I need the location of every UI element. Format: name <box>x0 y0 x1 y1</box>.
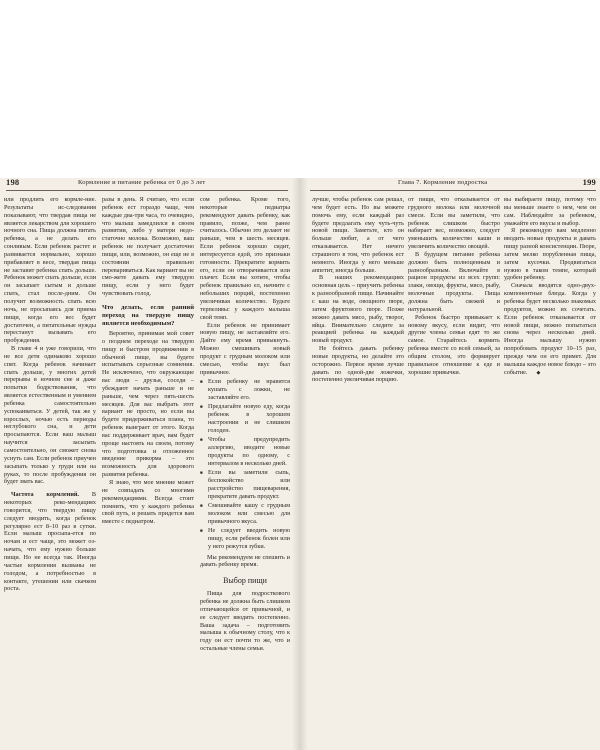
left-column-3 <box>200 196 290 653</box>
paragraph: или продлить его кормле-ние. Результаты ис-следования показывают, что твердая пища не является лекарством для хорошего ночного сна. Пища должна питать ребенка, а не делать его сонливым. Если ребенок растет и развивается нормально, хорошо прибавляет в весе, твердая пища не заставит ребенка спать дольше. Ребенок может спать дольше, если он засыпает сытым и дольше спать, стал после-дним. Он получит возможность спать всю ночь, не просыпаясь для приема пищи, когда его вес будет достаточен, а питательные нужды перестанут вызывать его пробуждения. <box>4 196 96 345</box>
paragraph: лучше, чтобы ребенок сам решал, чем будет есть. Но вы можете помочь ему, если каждый раз будете предлагать ему чуть-чуть новой пищи. Заметьте, кто он больше любит, а от чего отказывается. Нет ничего страшного в том, что ребенок ест немного. Иногда у него меньше аппетит, иногда больше. <box>312 196 404 274</box>
header-rule <box>6 190 288 191</box>
paragraph: В наших рекомендациях основная цель – приучить ребенка к разнообразной пище. Начинайте с каш на воде, овощного пюре, затем фруктового пюре. Позже можно давать мясо, рыбу, творог, яйца. Внимательно следите за реакцией ребенка на каждый новый продукт. <box>312 274 404 345</box>
paragraph <box>504 282 596 377</box>
paragraph: Ребенок быстро привыкает к новому вкусу, если видит, что другие члены семьи едят то же самое. Старайтесь кормить ребенка вместе со всей семьей, за общим столом, это формирует правильное отношение к еде и хорошие привычки. <box>408 313 500 376</box>
right-column-1 <box>312 196 404 384</box>
paragraph: Мы рекомендуем не спешить и давать ребенку время. <box>200 553 290 569</box>
paragraph: Если ребенок не принимает новую пищу, не заставляйте его. Дайте ему время привыкнуть. Можно смешивать новый продукт с грудным молоком или смесью, чтобы вкус был привычнее. <box>200 321 290 376</box>
paragraph: Пища для подросткового ребенка не должна быть слишком отличающейся от привычной, и ее следует вводить постепенно. Ваша задача – подготовить малыша к обычному столу, что к году он ест почти то же, что и остальные члены семьи. <box>200 590 290 653</box>
header-rule <box>310 190 596 191</box>
page-number: 198 <box>6 178 20 187</box>
section-heading: Что делать, если ранний переход на твердую пищу является необходимым? <box>102 303 194 327</box>
paragraph: Вероятно, принимая мой совет о позднем переходе на твердую пищу и быстром продвижении в обычной пище, вы будете испытывать серьезные сомнения. Не исключено, что окружающие вас люди – друзья, соседи – убеждают начать раньше и не раньше, чем через пять-шесть месяцев. Для вас выбрать этот вариант не просто, но если вы будете придерживаться плана, то ребенок выиграет от этого. Когда вас поддерживает врач, вам будет проще настоять на своем, потому что подготовка и отложенное введение прикорма – это возможность для здорового развития ребенка. <box>102 329 194 479</box>
paragraph: от пищи, что отказывается от грудного молока или молочной смеси. Если вы заметили, что ребенок слишком быстро набирает вес, возможно, следует уменьшить количество каши и увеличить количество овощей. <box>408 196 500 251</box>
right-column-3 <box>504 196 596 377</box>
run-in-heading: Частота кормлений. <box>11 491 80 499</box>
paragraph: Не бойтесь давать ребенку новые продукты, но делайте это осторожно. Первое время лучше давать по одной-две ложечки, постепенно увеличивая порцию. <box>312 345 404 384</box>
list-item: ■ Чтобы предупредить аллергию, вводите новые продукты по одному, с интервалом в несколько дней. <box>200 436 290 467</box>
right-column-2 <box>408 196 500 376</box>
list-item: ■ Смешивайте кашу с грудным молоком или смесью для привычного вкуса. <box>200 502 290 526</box>
left-page-header <box>0 178 298 190</box>
list-item: ■ Предлагайте новую еду, когда ребенок в хорошем настроении и не слишком голоден. <box>200 403 290 434</box>
list-item: ■ Если ребенку не нравится кушать с ложки, не заставляйте его. <box>200 378 290 402</box>
paragraph: вы выбираете пищу, потому что вы меньше знаете о нем, чем он сам. Наблюдайте за ребенком, уважайте его вкусы и выбор. <box>504 196 596 227</box>
tips-list <box>200 378 290 550</box>
running-head: Глава 7. Кормление подростка <box>398 179 488 186</box>
left-column-1 <box>4 196 96 593</box>
running-head: Кормление и питание ребенка от 0 до 3 лет <box>78 179 206 186</box>
end-mark-icon: ◆ <box>536 370 541 376</box>
right-page <box>302 178 600 750</box>
page-number: 199 <box>582 178 596 187</box>
paragraph: В главе 4 и уже говорили, что не все дети одинаково хорошо спят. Когда ребенок начинает спать дольше, у многих детей перерывы в ночном сне и даже попытки бодрствования, что является естественным и умением ребенка самостоятельно успокаиваться. У детей, так же у взрослых, ночью есть периоды неглубокого сна, и дети просыпаются. Если ваш малыш научится засыпать самостоятельно, он сможет снова уснуть сам. Если ребенок приучен засыпать только у груди или на руках, то после пробуждения он будет звать вас. <box>4 345 96 486</box>
paragraph-text: В некоторых реко-мендациях говорится, что твердую пищу следует вводить, когда ребенок регулярно ест 8–10 раз в сутки. Если малыш просыпа-ется по ночам и ест чаще, это может оз-начать, что ему нужно больше пищи. Но не всегда так. Иногда частые кормления вызваны не голодом, а потребностью в контакте, утешении или скачком роста. <box>4 491 96 593</box>
section-heading: Выбор пищи <box>223 576 267 586</box>
paragraph: Я рекомендую вам медленно вводить новые продукты и давать пищу разной консистенции. Пюре, затем мелко порубленная пища, затем кусочки. Продвигаться нужно в таком темпе, который удобен ребенку. <box>504 227 596 282</box>
paragraph: Я знаю, что мое мнение может не совпадать со многими рекомендациями. Всегда стоит помнить, что у каждого ребенка свой путь, и решать придется вам вместе с педиатром. <box>102 479 194 526</box>
list-item: ■ Не следует вводить новую пищу, если ребенок болен или у него режутся зубки. <box>200 527 290 551</box>
paragraph: разы в день. Я считаю, что если ребенок ест гораздо чаще, чем каждые два-три часа, то очевидно, что малыш замедлился в своем развитии, либо у матери недо-статочно молока. Возможно, ваш ребенок не получает достаточно пищи, или, возможно, он еще не в состоянии правильно перевариваться. Как вариант вы не смо-жете давать ему твердую пищу, если у него будет чувствовать голод. <box>102 196 194 298</box>
paragraph-text: Сначала вводятся одно-двух-компонентные блюда. Когда у ребенка будет несколько знакомых продуктов, можно их сочетать. Если ребенок отказывается от новой пищи, можно попытаться снова через несколько дней. Иногда малышу нужно попробовать продукт 10–15 раз, прежде чем он его примет. Для малыша каждое новое блюдо – это событие. <box>504 282 596 376</box>
left-column-2 <box>102 196 194 526</box>
paragraph <box>4 491 96 593</box>
left-page <box>0 178 298 750</box>
list-item: ■ Если вы заметили сыпь, беспокойство или расстройство пищеварения, прекратите давать продукт. <box>200 469 290 500</box>
paragraph: сом ребенка. Кроме того, некоторые педиатры рекомендуют давать ребенку, как правило, позже, чем ранее считалось. Обычно это делают не раньше, чем в шесть месяцев. Если ребенок хорошо сидит, интересуется едой, это признаки готовности. Прекратите кормить его, если он отворачивается или плачет. Если вы хотите, чтобы ребенок правильно ел, начните с небольших порций, постепенно увеличивая количество. Будьте терпеливы: у каждого малыша свой темп. <box>200 196 290 321</box>
paragraph: В будущем питание ребенка должно быть полноценным и разнообразным. Включайте в рацион продукты из всех групп: злаки, овощи, фрукты, мясо, рыбу, молочные продукты. Пища должна быть свежей и натуральной. <box>408 250 500 313</box>
right-page-header <box>302 178 600 190</box>
book-spread <box>0 178 600 750</box>
